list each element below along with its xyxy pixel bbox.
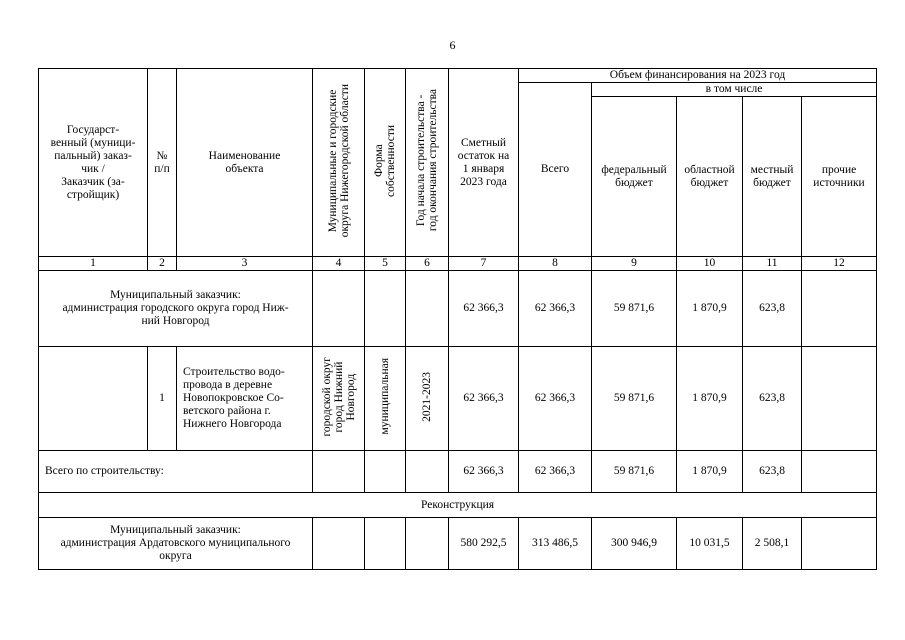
object-municipality-text: городской округ город Нижний Новгород [320, 356, 357, 437]
header-number: № п/п [148, 69, 177, 257]
header-total: Всего [519, 83, 592, 257]
column-number: 5 [365, 257, 406, 271]
remaining-value: 580 292,5 [449, 518, 519, 570]
header-regional: областной бюджет [677, 97, 743, 257]
regional-value: 1 870,9 [677, 451, 743, 493]
header-municipality [313, 69, 365, 257]
column-number: 4 [313, 257, 365, 271]
other-value [802, 451, 877, 493]
header-federal: федеральный бюджет [592, 97, 677, 257]
object-years-text: 2021-2023 [421, 371, 433, 422]
header-customer: Государст- венный (муници- пальный) заказ- чик / Заказчик (за- стройщик) [39, 69, 148, 257]
customer-label: Муниципальный заказчик: администрация Ардатовского муниципального округа [39, 518, 313, 570]
header-ownership-text: Форма собственности [373, 124, 397, 197]
local-value: 2 508,1 [743, 518, 802, 570]
column-number: 9 [592, 257, 677, 271]
total-value: 62 366,3 [519, 347, 592, 451]
column-numbers-row [39, 257, 877, 271]
section-title: Реконструкция [39, 493, 877, 518]
column-number: 8 [519, 257, 592, 271]
column-number: 2 [148, 257, 177, 271]
header-municipality-text: Муниципальные и городские округа Нижегородской области [326, 83, 351, 238]
section-row [39, 493, 877, 518]
column-number: 12 [802, 257, 877, 271]
total-value: 313 486,5 [519, 518, 592, 570]
customer-row [39, 518, 877, 570]
local-value: 623,8 [743, 347, 802, 451]
other-value [802, 518, 877, 570]
other-value [802, 271, 877, 347]
header-including: в том числе [592, 83, 877, 97]
remaining-value: 62 366,3 [449, 347, 519, 451]
column-number: 1 [39, 257, 148, 271]
column-number: 3 [177, 257, 313, 271]
federal-value: 59 871,6 [592, 271, 677, 347]
object-ownership [365, 347, 406, 451]
header-ownership [365, 69, 406, 257]
remaining-value: 62 366,3 [449, 451, 519, 493]
regional-value: 10 031,5 [677, 518, 743, 570]
header-other: прочие источники [802, 97, 877, 257]
header-years-text: Год начала строительства - год окончания строительства [415, 89, 439, 232]
customer-row [39, 271, 877, 347]
regional-value: 1 870,9 [677, 347, 743, 451]
empty-cell [406, 271, 449, 347]
object-ownership-text: муниципальная [379, 358, 391, 435]
column-number: 10 [677, 257, 743, 271]
object-row [39, 347, 877, 451]
empty-cell [406, 518, 449, 570]
object-number: 1 [148, 347, 177, 451]
header-local: местный бюджет [743, 97, 802, 257]
empty-cell [39, 347, 148, 451]
object-years [406, 347, 449, 451]
empty-cell [313, 271, 365, 347]
header-years [406, 69, 449, 257]
total-value: 62 366,3 [519, 451, 592, 493]
column-number: 6 [406, 257, 449, 271]
federal-value: 59 871,6 [592, 451, 677, 493]
empty-cell [313, 451, 365, 493]
federal-value: 59 871,6 [592, 347, 677, 451]
empty-cell [365, 451, 406, 493]
object-municipality [313, 347, 365, 451]
total-value: 62 366,3 [519, 271, 592, 347]
remaining-value: 62 366,3 [449, 271, 519, 347]
subtotal-label: Всего по строительству: [39, 451, 313, 493]
header-object-name: Наименование объекта [177, 69, 313, 257]
local-value: 623,8 [743, 271, 802, 347]
empty-cell [406, 451, 449, 493]
other-value [802, 347, 877, 451]
regional-value: 1 870,9 [677, 271, 743, 347]
object-name: Строительство водо- провода в деревне Новопокровское Со- ветского района г. Нижнего Новгорода [177, 347, 313, 451]
federal-value: 300 946,9 [592, 518, 677, 570]
column-number: 11 [743, 257, 802, 271]
header-funding-group: Объем финансирования на 2023 год [519, 69, 877, 83]
column-number: 7 [449, 257, 519, 271]
header-remaining: Сметный остаток на 1 января 2023 года [449, 69, 519, 257]
customer-label: Муниципальный заказчик: администрация городского округа город Ниж- ний Новгород [39, 271, 313, 347]
empty-cell [365, 271, 406, 347]
empty-cell [313, 518, 365, 570]
empty-cell [365, 518, 406, 570]
subtotal-row [39, 451, 877, 493]
local-value: 623,8 [743, 451, 802, 493]
financing-table [38, 68, 877, 570]
page-number: 6 [449, 38, 456, 52]
